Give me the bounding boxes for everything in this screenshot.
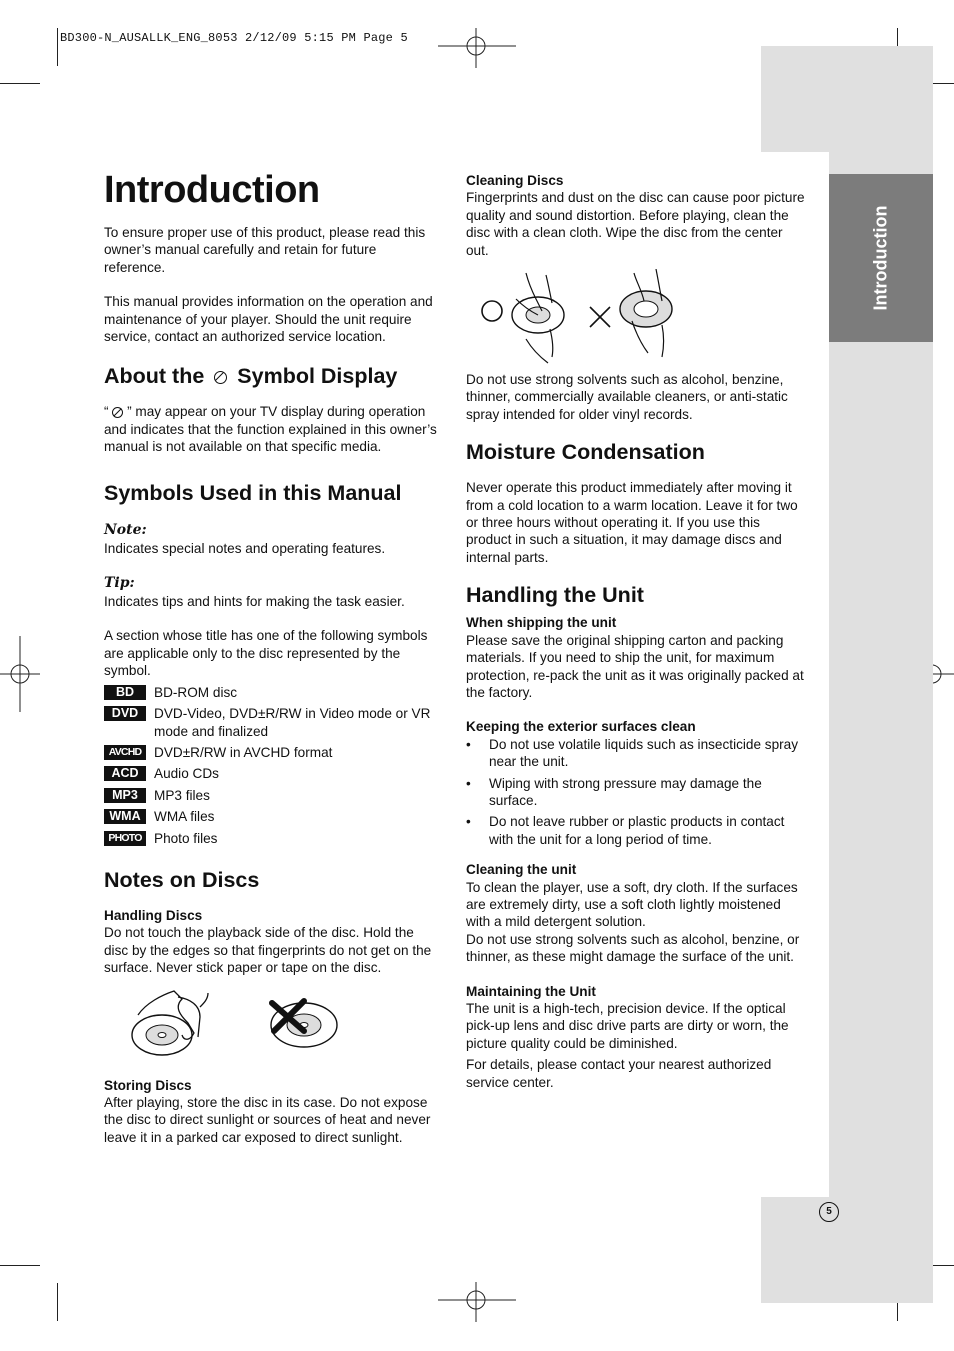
no-symbol-icon (112, 407, 123, 418)
maintaining-title: Maintaining the Unit (466, 983, 596, 999)
cleaning-unit-text-2: Do not use strong solvents such as alcohol, benzine, or thinner, as these might damage the surface of the unit. (466, 931, 800, 965)
right-column (466, 172, 806, 1091)
tip-text: Indicates tips and hints for making the task easier. (104, 594, 405, 610)
cleaning-unit-title: Cleaning the unit (466, 862, 577, 878)
maintaining-text-2: For details, please contact your nearest authorized service center. (466, 1057, 772, 1090)
cleaning-warning-text: Do not use strong solvents such as alcohol, benzine, thinner, commercially available cleaners, or anti-static spray intended for older vinyl records. (466, 372, 788, 422)
side-band-bottom (761, 1197, 933, 1303)
disc-symbol-list (104, 684, 440, 847)
disc-handling-image (104, 985, 354, 1067)
registration-mark-top (438, 28, 516, 68)
storing-discs-title: Storing Discs (104, 1077, 192, 1093)
disc-symbol-desc: DVD-Video, DVD±R/RW in Video mode or VR mode and finalized (154, 706, 431, 739)
registration-mark-bottom (438, 1282, 516, 1322)
disc-symbol-row (104, 808, 440, 825)
list-item: • Do not leave rubber or plastic products in contact with the unit for a long period of time. (466, 813, 806, 848)
disc-symbol-row (104, 765, 440, 782)
no-symbol-icon (214, 371, 227, 384)
disc-symbol-desc: Photo files (154, 830, 218, 846)
disc-symbol-row (104, 787, 440, 804)
disc-symbol-desc: WMA files (154, 809, 215, 825)
cleaning-discs-title: Cleaning Discs (466, 173, 564, 188)
note-text: Indicates special notes and operating features. (104, 540, 386, 556)
page-title: Introduction (104, 169, 320, 211)
list-item: • Do not use volatile liquids such as insecticide spray near the unit. (466, 736, 806, 771)
notes-discs-heading: Notes on Discs (104, 867, 260, 892)
intro-paragraph-1: To ensure proper use of this product, please read this owner’s manual carefully and retain for future reference. (104, 225, 426, 275)
intro-paragraph-2: This manual provides information on the operation and maintenance of your player. Should the unit require service, contact an authorized service location. (104, 294, 433, 345)
disc-handling-illustration (104, 985, 440, 1067)
acd-badge: ACD (104, 766, 146, 781)
section-tab (829, 174, 933, 342)
storing-discs-text: After playing, store the disc in its case. Do not expose the disc to direct sunlight or sources of heat and never leave it in a parked car exposed to direct sunlight. (104, 1094, 431, 1145)
disc-symbol-row (104, 684, 440, 701)
registration-mark-left (0, 636, 40, 712)
side-band-top (761, 46, 933, 152)
list-item: • Wiping with strong pressure may damage the surface. (466, 775, 806, 810)
shipping-title: When shipping the unit (466, 615, 617, 631)
handling-unit-heading: Handling the Unit (466, 583, 644, 608)
disc-symbol-desc: DVD±R/RW in AVCHD format (154, 744, 333, 760)
bd-badge: BD (104, 685, 146, 700)
disc-cleaning-illustration (466, 269, 806, 367)
handling-discs-title: Handling Discs (104, 907, 203, 923)
moisture-text: Never operate this product immediately after moving it from a cold location to a warm location. Leave it for two or three hours without operating it. If you use this product in such a situation, it may damage discs and internal parts. (466, 480, 798, 565)
photo-badge: PHOTO (104, 831, 146, 846)
note-label: Note: (104, 521, 147, 538)
section-symbol-text: A section whose title has one of the following symbols are applicable only to the disc represented by the symbol. (104, 628, 428, 679)
disc-symbol-desc: MP3 files (154, 787, 210, 803)
disc-symbol-desc: BD-ROM disc (154, 684, 238, 700)
tip-label: Tip: (104, 575, 135, 592)
disc-symbol-row (104, 705, 440, 740)
about-symbol-heading: About the Symbol Display (104, 364, 398, 389)
moisture-heading: Moisture Condensation (466, 440, 705, 465)
correct-circle-icon (482, 301, 502, 321)
shipping-text: Please save the original shipping carton and packing materials. If you need to ship the unit, for maximum protection, re-pack the unit as it was originally packed at the factory. (466, 632, 804, 700)
wma-badge: WMA (104, 809, 146, 824)
symbols-manual-heading: Symbols Used in this Manual (104, 480, 402, 505)
disc-symbol-row (104, 744, 440, 761)
page-number: 5 (819, 1202, 839, 1222)
section-tab-label: Introduction (870, 205, 891, 311)
avchd-badge: AVCHD (104, 745, 146, 760)
left-column (104, 168, 440, 1146)
cleaning-unit-text-1: To clean the player, use a soft, dry cloth. If the surfaces are extremely dirty, use a soft cloth lightly moistened with a mild detergent solution. (466, 879, 798, 930)
dvd-badge: DVD (104, 706, 146, 721)
cleaning-discs-text: Fingerprints and dust on the disc can cause poor picture quality and sound distortion. Before playing, clean the disc with a clean cloth. Wipe the disc from the center out. (466, 190, 805, 258)
handling-discs-text: Do not touch the playback side of the disc. Hold the disc by the edges so that fingerprints do not get on the surface. Never stick paper or tape on the disc. (104, 925, 432, 976)
mp3-badge: MP3 (104, 788, 146, 803)
disc-symbol-row (104, 830, 440, 847)
maintaining-text: The unit is a high-tech, precision device. If the optical pick-up lens and disc drive parts are dirty or worn, the picture quality could be diminished. (466, 1001, 789, 1051)
disc-symbol-desc: Audio CDs (154, 766, 219, 782)
disc-cleaning-image (466, 269, 676, 367)
print-header: BD300-N_AUSALLK_ENG_8053 2/12/09 5:15 PM Page 5 (60, 31, 408, 45)
exterior-bullet-list (466, 736, 806, 848)
about-symbol-text: “ ” may appear on your TV display during operation and indicates that the function explained in this owner’s manual is not available on that specific media. (104, 404, 437, 455)
exterior-title: Keeping the exterior surfaces clean (466, 719, 696, 735)
